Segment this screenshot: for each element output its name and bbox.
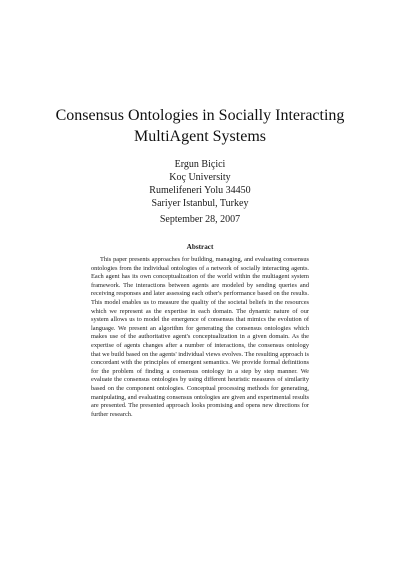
affiliation-city: Sariyer Istanbul, Turkey [151,198,249,209]
abstract-body [91,256,309,419]
paper-title [40,105,360,147]
title-line-1: Consensus Ontologies in Socially Interacting [55,107,345,124]
author-block [60,158,340,210]
author-name: Ergun Biçici [174,159,226,170]
abstract-text: This paper presents approaches for building, managing, and evaluating consensus ontologies from the individual ontologies of a network of socially interacting agents. Each agent has its own conceptualization of the world within the multiagent system framework. The interactions between agents are modeled by sending queries and receiving responses and later assessing each other's performance based on the results. This model enables us to measure the quality of the societal beliefs in the resources which we represent as the expertise in each domain. The dynamic nature of our system allows us to model the emergence of consensus that mimics the evolution of language. We present an algorithm for generating the consensus ontologies which makes use of the authoritative agent's conceptualization in a given domain. As the expertise of agents changes after a number of interactions, the consensus ontology that we build based on the agents' individual views evolves. The resulting approach is concordant with the principles of emergent semantics. We provide formal definitions for the problem of finding a consensus ontology in a step by step manner. We evaluate the consensus ontologies by using different heuristic measures of similarity based on the component ontologies. Conceptual processing methods for generating, manipulating, and evaluating consensus ontologies are given and experimental results are presented. The presented approach looks promising and opens new directions for further research. [91,256,309,418]
title-line-2: MultiAgent Systems [133,128,266,145]
abstract-heading: Abstract [186,243,214,251]
affiliation-university: Koç University [169,172,231,183]
affiliation-street: Rumelifeneri Yolu 34450 [149,185,251,196]
paper-date: September 28, 2007 [159,214,241,225]
